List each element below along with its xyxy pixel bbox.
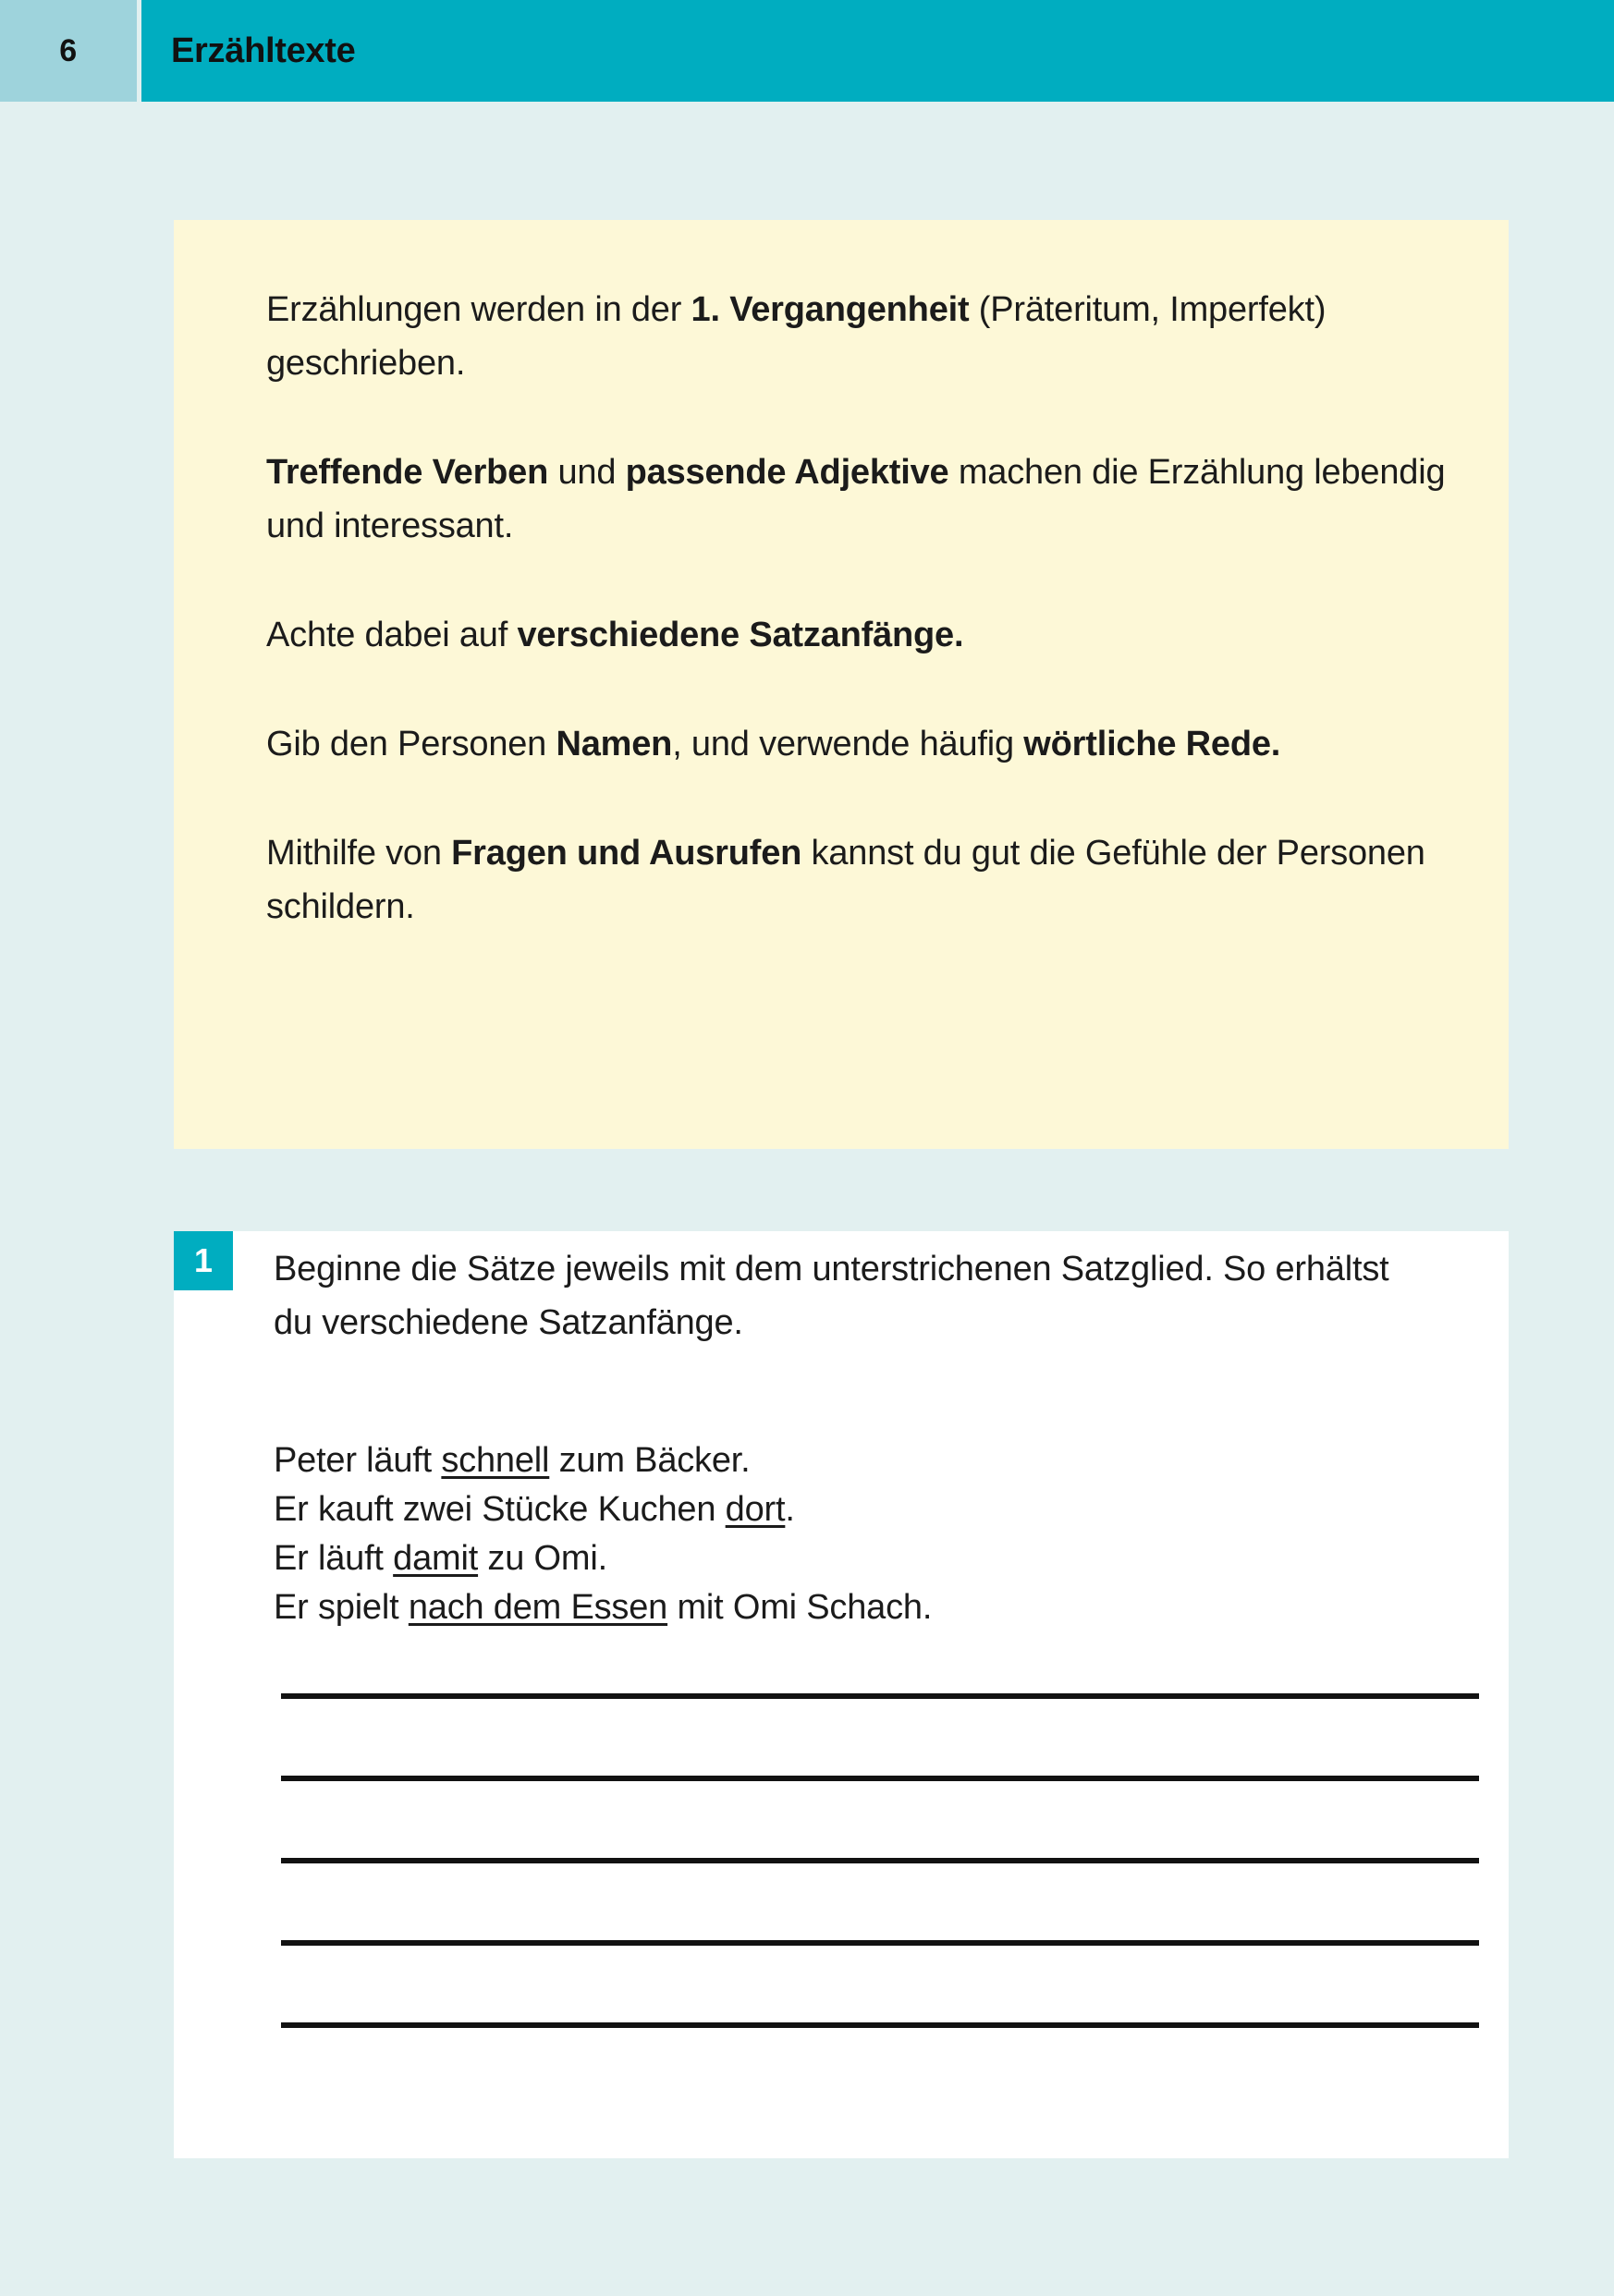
page-number-block [0,0,137,102]
info-paragraph [266,826,1453,934]
info-emphasis: Treffende Verben [266,453,549,492]
example-sentence [274,1485,1420,1534]
info-emphasis: verschiedene Satzanfänge. [517,616,964,654]
example-sentence [274,1583,1420,1632]
info-text: Gib den Personen [266,725,556,763]
sentence-text: mit Omi Schach. [667,1588,933,1627]
example-sentence [274,1436,1420,1485]
info-emphasis: passende Adjektive [625,453,949,492]
info-text: Mithilfe von [266,834,452,873]
task-instruction: Beginne die Sätze jeweils mit dem unterstrichenen Satzglied. So erhältst du verschiedene Satzanfänge. [274,1250,1389,1342]
task-number-badge [174,1231,233,1290]
answer-line[interactable] [281,1776,1479,1781]
sentence-text: Peter läuft [274,1441,442,1480]
info-emphasis: Namen [556,725,673,763]
task-number: 1 [193,1241,214,1279]
info-text: (Präteritum, Imperfekt) geschrieben. [266,290,1327,383]
answer-line[interactable] [281,1940,1479,1946]
example-sentence [274,1534,1420,1583]
sentence-text: zu Omi. [478,1539,607,1578]
info-text: Erzählungen werden in der [266,290,691,329]
page-number: 6 [59,32,78,68]
sentence-text: . [785,1490,795,1529]
info-text: und [548,453,626,492]
info-paragraph [266,608,1453,662]
sentence-text: Er kauft zwei Stücke Kuchen [274,1490,726,1529]
info-emphasis: Fragen und Ausrufen [451,834,802,873]
answer-writing-lines [281,1693,1479,2028]
answer-line[interactable] [281,2022,1479,2028]
example-sentences [274,1436,1420,1632]
page-header [0,0,1614,102]
info-text: Achte dabei auf [266,616,518,654]
sentence-text: zum Bäcker. [549,1441,751,1480]
underlined-phrase: dort [725,1490,786,1529]
info-text: kannst du gut die Gefühle der Personen schildern. [266,834,1425,926]
page-title: Erzähltexte [171,31,356,70]
info-emphasis: wörtliche Rede. [1023,725,1281,763]
underlined-phrase: nach dem Essen [408,1588,668,1627]
header-title-bar [141,0,1614,102]
info-emphasis: 1. Vergangenheit [691,290,970,329]
underlined-phrase: schnell [441,1441,550,1480]
info-text: , und verwende häufig [672,725,1024,763]
info-paragraph [266,717,1453,771]
sentence-text: Er spielt [274,1588,409,1627]
info-text: machen die Erzählung lebendig und interessant. [266,453,1446,545]
info-box [174,220,1509,1149]
info-paragraph [266,283,1453,390]
exercise-box [174,1231,1509,2158]
answer-line[interactable] [281,1858,1479,1863]
underlined-phrase: damit [393,1539,479,1578]
sentence-text: Er läuft [274,1539,394,1578]
info-paragraph [266,446,1453,553]
answer-line[interactable] [281,1693,1479,1699]
